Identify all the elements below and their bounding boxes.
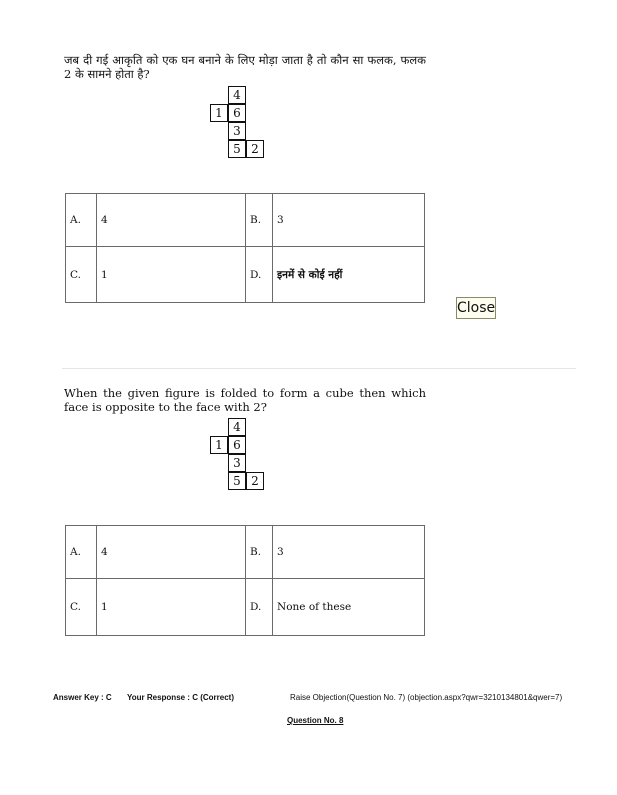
option-b-label: B. xyxy=(246,194,273,247)
english-question-text: When the given figure is folded to form a cube then which face is opposite to the face with 2? xyxy=(64,386,426,414)
raise-objection-link[interactable]: Raise Objection(Question No. 7) (objection.aspx?qwr=3210134801&qwer=7) xyxy=(290,693,563,702)
section-divider xyxy=(62,368,576,369)
option-c-value: 1 xyxy=(97,579,246,636)
option-b-value: 3 xyxy=(273,526,425,579)
option-d-value: इनमें से कोई नहीं xyxy=(273,247,425,303)
english-options-table xyxy=(65,525,425,636)
net-cell-4: 4 xyxy=(228,86,246,104)
option-a-label: A. xyxy=(66,526,97,579)
net-cell-6: 6 xyxy=(228,104,246,122)
net-cell-4: 4 xyxy=(228,418,246,436)
option-c-label: C. xyxy=(66,579,97,636)
close-button[interactable]: Close xyxy=(456,297,496,319)
option-a-value: 4 xyxy=(97,526,246,579)
net-cell-2: 2 xyxy=(246,140,264,158)
hindi-question-text: जब दी गई आकृति को एक घन बनाने के लिए मोड़ा जाता है तो कौन सा फलक, फलक 2 के सामने होता है? xyxy=(64,53,426,81)
net-cell-6: 6 xyxy=(228,436,246,454)
next-question-link[interactable]: Question No. 8 xyxy=(287,716,344,725)
option-c-label: C. xyxy=(66,247,97,303)
options-row xyxy=(66,247,425,303)
option-b-label: B. xyxy=(246,526,273,579)
english-cube-net xyxy=(208,418,268,494)
option-a-value: 4 xyxy=(97,194,246,247)
net-cell-3: 3 xyxy=(228,454,246,472)
option-b-value: 3 xyxy=(273,194,425,247)
options-row xyxy=(66,194,425,247)
option-c-value: 1 xyxy=(97,247,246,303)
hindi-options-table xyxy=(65,193,425,303)
net-cell-5: 5 xyxy=(228,472,246,490)
option-d-value: None of these xyxy=(273,579,425,636)
option-a-label: A. xyxy=(66,194,97,247)
answer-key-label: Answer Key : C xyxy=(53,693,112,702)
net-cell-3: 3 xyxy=(228,122,246,140)
options-row xyxy=(66,579,425,636)
net-cell-1: 1 xyxy=(210,436,228,454)
net-cell-5: 5 xyxy=(228,140,246,158)
option-d-label: D. xyxy=(246,579,273,636)
net-cell-2: 2 xyxy=(246,472,264,490)
hindi-cube-net xyxy=(208,86,268,162)
response-label: Your Response : C (Correct) xyxy=(127,693,234,702)
net-cell-1: 1 xyxy=(210,104,228,122)
option-d-label: D. xyxy=(246,247,273,303)
options-row xyxy=(66,526,425,579)
